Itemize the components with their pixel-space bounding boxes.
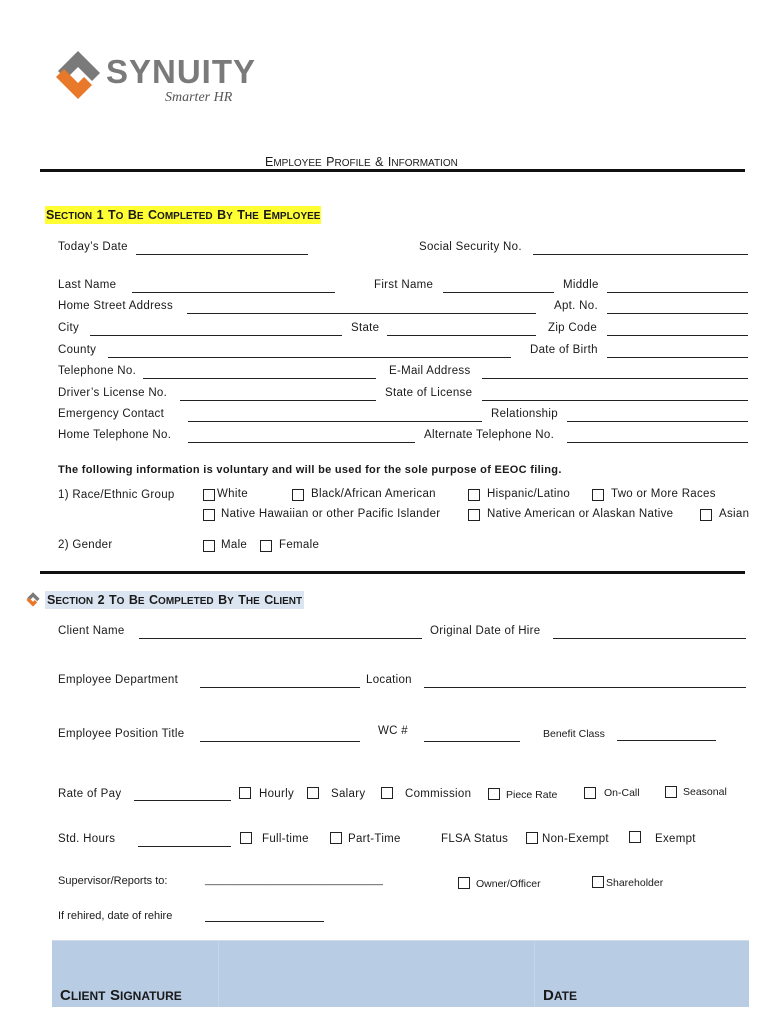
wc-field[interactable] xyxy=(424,741,520,742)
middle-field[interactable] xyxy=(607,292,748,293)
std-hours-field[interactable] xyxy=(138,846,231,847)
sig-char: S xyxy=(109,987,120,1004)
dob-field[interactable] xyxy=(607,357,748,358)
state-of-license-label: State of License xyxy=(385,387,473,399)
date-cell-divider xyxy=(534,941,535,1007)
pay-commission-checkbox[interactable] xyxy=(381,787,393,799)
title-char: E xyxy=(265,155,274,169)
rehired-field[interactable] xyxy=(205,921,324,922)
race-black-label: Black/African American xyxy=(311,488,436,500)
telephone-field[interactable] xyxy=(143,378,376,379)
location-label: Location xyxy=(366,674,412,686)
apt-field[interactable] xyxy=(607,313,748,314)
todays-date-field[interactable] xyxy=(136,254,308,255)
email-label: E-Mail Address xyxy=(389,365,471,377)
section-divider-rule xyxy=(40,571,745,574)
flsa-label: FLSA Status xyxy=(441,833,509,845)
alt-telephone-label: Alternate Telephone No. xyxy=(424,429,555,441)
client-name-label: Client Name xyxy=(58,625,125,637)
supervisor-field[interactable]: ________________________________ xyxy=(205,875,383,886)
title-char: I xyxy=(387,155,392,169)
wc-label: WC # xyxy=(378,725,408,737)
header-char: 2 xyxy=(97,593,105,607)
pay-on-call-checkbox[interactable] xyxy=(584,787,596,799)
gender-male-label: Male xyxy=(221,539,248,551)
race-native-american-label: Native American or Alaskan Native xyxy=(487,508,674,520)
apt-label: Apt. No. xyxy=(554,300,598,312)
relationship-field[interactable] xyxy=(567,421,748,422)
race-two-or-more-label: Two or More Races xyxy=(611,488,716,500)
race-hispanic-label: Hispanic/Latino xyxy=(487,488,571,500)
logo-brand: SYNUITY xyxy=(106,53,257,90)
zip-field[interactable] xyxy=(607,335,748,336)
client-signature-label xyxy=(60,987,182,1005)
hours-full-time-checkbox[interactable] xyxy=(240,832,252,844)
county-field[interactable] xyxy=(108,357,511,358)
relationship-label: Relationship xyxy=(491,408,558,420)
header-char: HE xyxy=(245,596,260,607)
title-char: MPLOYEE xyxy=(273,158,322,169)
last-name-label: Last Name xyxy=(58,279,117,291)
shareholder-checkbox[interactable] xyxy=(592,876,604,888)
state-of-license-field[interactable] xyxy=(482,400,748,401)
pay-commission-label: Commission xyxy=(405,788,472,800)
logo-tagline: Smarter HR xyxy=(165,90,233,105)
orig-hire-label: Original Date of Hire xyxy=(430,625,541,637)
synuity-logo-icon xyxy=(48,47,108,107)
rate-of-pay-field[interactable] xyxy=(134,800,231,801)
pay-hourly-label: Hourly xyxy=(259,788,295,800)
home-street-label: Home Street Address xyxy=(58,300,174,312)
header-char: C xyxy=(264,593,274,607)
sig-char: IGNATURE xyxy=(119,989,182,1003)
gender-female-checkbox[interactable] xyxy=(260,540,272,552)
first-name-field[interactable] xyxy=(443,292,554,293)
state-field[interactable] xyxy=(387,335,536,336)
position-title-field[interactable] xyxy=(200,741,360,742)
header-char: T xyxy=(238,593,246,607)
header-char: S xyxy=(46,208,55,222)
header-char: O xyxy=(115,211,124,222)
emp-dept-field[interactable] xyxy=(200,687,360,688)
sig-char: D xyxy=(543,987,554,1004)
header-char: Y xyxy=(227,596,234,607)
last-name-field[interactable] xyxy=(132,292,335,293)
date-label xyxy=(543,987,577,1005)
header-char: B xyxy=(217,208,227,222)
drivers-license-label: Driver’s License No. xyxy=(58,387,168,399)
race-asian-label: Asian xyxy=(719,508,750,520)
flsa-exempt-label: Exempt xyxy=(655,833,696,845)
header-char: OMPLETED xyxy=(157,211,213,222)
gender-male-checkbox[interactable] xyxy=(203,540,215,552)
header-char: 1 xyxy=(96,208,104,222)
race-two-or-more-checkbox[interactable] xyxy=(592,489,604,501)
signature-cell-divider xyxy=(218,941,219,1007)
header-char: OMPLETED xyxy=(158,596,214,607)
race-native-american-checkbox[interactable] xyxy=(468,509,480,521)
todays-date-label: Today’s Date xyxy=(58,241,128,253)
city-label: City xyxy=(58,322,80,334)
race-native-hawaiian-checkbox[interactable] xyxy=(203,509,215,521)
sig-char: C xyxy=(60,987,71,1004)
race-black-checkbox[interactable] xyxy=(292,489,304,501)
gender-label: 2) Gender xyxy=(58,539,113,551)
pay-seasonal-checkbox[interactable] xyxy=(665,786,677,798)
supervisor-label: Supervisor/Reports to: xyxy=(58,875,168,887)
zip-label: Zip Code xyxy=(548,322,598,334)
benefit-class-field[interactable] xyxy=(617,740,716,741)
header-char: T xyxy=(107,208,116,222)
std-hours-label: Std. Hours xyxy=(58,833,116,845)
header-char: E xyxy=(136,211,144,222)
title-char: ROFILE xyxy=(334,158,371,169)
hours-full-time-label: Full-time xyxy=(262,833,309,845)
header-char: Y xyxy=(226,211,233,222)
header-char: O xyxy=(116,596,125,607)
title-char: & xyxy=(375,155,384,169)
header-char: LIENT xyxy=(273,596,303,607)
header-char: E xyxy=(263,208,272,222)
rate-of-pay-label: Rate of Pay xyxy=(58,788,122,800)
title-char: P xyxy=(326,155,335,169)
drivers-license-field[interactable] xyxy=(180,400,376,401)
first-name-label: First Name xyxy=(374,279,434,291)
home-street-field[interactable] xyxy=(187,313,536,314)
client-name-field[interactable] xyxy=(139,638,422,639)
rehired-label: If rehired, date of rehire xyxy=(58,910,173,922)
header-char: B xyxy=(218,593,228,607)
shareholder-label: Shareholder xyxy=(606,877,664,889)
header-char: T xyxy=(237,208,245,222)
home-telephone-label: Home Telephone No. xyxy=(58,429,172,441)
header-char: E xyxy=(137,596,145,607)
emp-dept-label: Employee Department xyxy=(58,674,179,686)
ssn-label: Social Security No. xyxy=(419,241,522,253)
dob-label: Date of Birth xyxy=(530,344,598,356)
pay-hourly-checkbox[interactable] xyxy=(239,787,251,799)
owner-officer-checkbox[interactable] xyxy=(458,877,470,889)
county-label: County xyxy=(58,344,97,356)
race-label: 1) Race/Ethnic Group xyxy=(58,489,175,501)
hours-part-time-checkbox[interactable] xyxy=(330,832,342,844)
pay-salary-label: Salary xyxy=(331,788,366,800)
home-telephone-field[interactable] xyxy=(188,442,415,443)
email-field[interactable] xyxy=(482,378,748,379)
orig-hire-field[interactable] xyxy=(553,638,746,639)
logo xyxy=(48,45,258,110)
header-char: S xyxy=(47,593,56,607)
location-field[interactable] xyxy=(424,687,746,688)
pay-on-call-label: On-Call xyxy=(604,787,640,799)
hours-part-time-label: Part-Time xyxy=(348,833,401,845)
header-char: C xyxy=(148,208,158,222)
section1-header xyxy=(45,206,321,224)
race-native-hawaiian-label: Native Hawaiian or other Pacific Islander xyxy=(221,508,441,520)
sig-char: ATE xyxy=(553,989,577,1003)
owner-officer-label: Owner/Officer xyxy=(476,878,541,890)
emergency-contact-label: Emergency Contact xyxy=(58,408,165,420)
telephone-label: Telephone No. xyxy=(58,365,137,377)
city-field[interactable] xyxy=(90,335,342,336)
sig-char: LIENT xyxy=(70,989,106,1003)
section2-header xyxy=(45,591,304,609)
header-char: B xyxy=(127,208,137,222)
header-char: T xyxy=(108,593,117,607)
flsa-non-exempt-checkbox[interactable] xyxy=(526,832,538,844)
race-asian-checkbox[interactable] xyxy=(700,509,712,521)
position-title-label: Employee Position Title xyxy=(58,728,185,740)
race-white-checkbox[interactable] xyxy=(203,489,215,501)
emergency-contact-field[interactable] xyxy=(188,421,482,422)
header-char: ECTION xyxy=(54,211,93,222)
header-char: HE xyxy=(244,211,259,222)
pay-piece-rate-checkbox[interactable] xyxy=(488,788,500,800)
state-label: State xyxy=(351,322,380,334)
title-char: NFORMATION xyxy=(391,158,458,169)
flsa-non-exempt-label: Non-Exempt xyxy=(542,833,609,845)
header-char: MPLOYEE xyxy=(271,211,321,222)
middle-label: Middle xyxy=(563,279,599,291)
top-rule xyxy=(40,169,745,172)
pay-piece-rate-label: Piece Rate xyxy=(506,789,558,801)
header-char: C xyxy=(149,593,159,607)
flsa-exempt-checkbox[interactable] xyxy=(629,831,641,843)
header-char: ECTION xyxy=(55,596,94,607)
race-hispanic-checkbox[interactable] xyxy=(468,489,480,501)
alt-telephone-field[interactable] xyxy=(567,442,748,443)
gender-female-label: Female xyxy=(279,539,320,551)
header-char: B xyxy=(128,593,138,607)
benefit-class-label: Benefit Class xyxy=(543,728,605,740)
eeoc-note: The following information is voluntary and will be used for the sole purpose of EEOC filing. xyxy=(58,464,562,476)
pay-salary-checkbox[interactable] xyxy=(307,787,319,799)
section2-logo-icon xyxy=(24,591,42,609)
race-white-label: White xyxy=(217,488,248,500)
pay-seasonal-label: Seasonal xyxy=(683,786,727,798)
ssn-field[interactable] xyxy=(533,254,748,255)
